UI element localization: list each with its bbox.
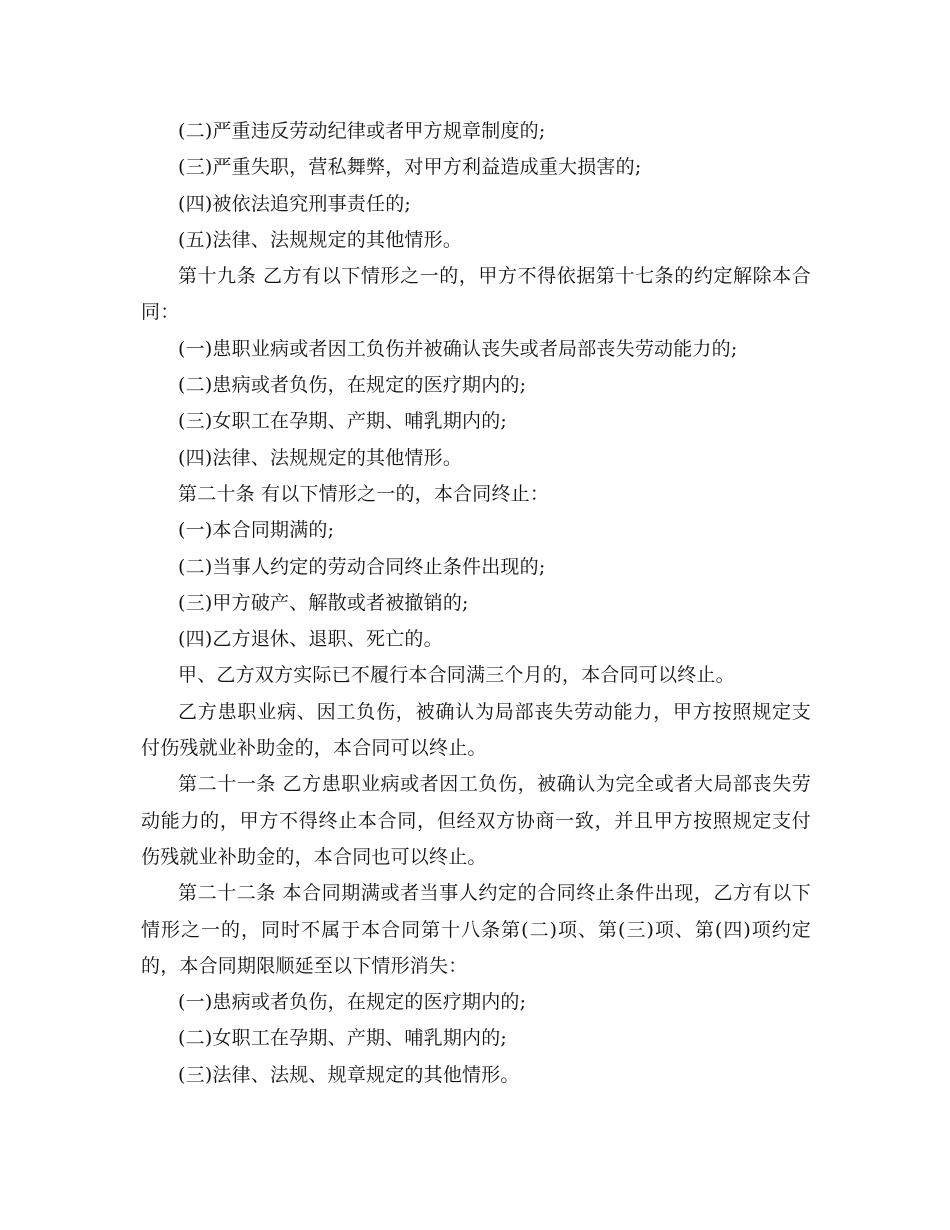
- paragraph-item-2: (二)严重违反劳动纪律或者甲方规章制度的;: [178, 120, 546, 142]
- paragraph-item-3: (三)严重失职，营私舞弊，对甲方利益造成重大损害的;: [178, 156, 642, 179]
- article-22-item-3: (三)法律、法规、规章规定的其他情形。: [178, 1063, 520, 1086]
- article-20-item-4: (四)乙方退休、退职、死亡的。: [178, 628, 443, 651]
- article-20-clause-a: 甲、乙方双方实际已不履行本合同满三个月的，本合同可以终止。: [178, 664, 735, 687]
- article-21: 第二十一条 乙方患职业病或者因工负伤，被确认为完全或者大局部丧失劳动能力的，甲方不得终止本合同，但经双方协商一致，并且甲方按照规定支付伤残就业补助金的，本合同也可以终止。: [141, 773, 811, 868]
- article-20-item-1: (一)本合同期满的;: [178, 519, 335, 542]
- article-19-item-3: (三)女职工在孕期、产期、哺乳期内的;: [178, 410, 508, 433]
- article-19: 第十九条 乙方有以下情形之一的，甲方不得依据第十七条的约定解除本合同：: [141, 265, 811, 324]
- document-body: [141, 113, 811, 1093]
- article-22-item-2: (二)女职工在孕期、产期、哺乳期内的;: [178, 1027, 508, 1050]
- article-20-item-2: (二)当事人约定的劳动合同终止条件出现的;: [178, 555, 546, 578]
- article-19-item-1: (一)患职业病或者因工负伤并被确认丧失或者局部丧失劳动能力的;: [178, 337, 738, 360]
- article-19-item-4: (四)法律、法规规定的其他情形。: [178, 446, 463, 469]
- article-20-item-3: (三)甲方破产、解散或者被撤销的;: [178, 591, 469, 614]
- article-20-clause-b: 乙方患职业病、因工负伤，被确认为局部丧失劳动能力，甲方按照规定支付伤残就业补助金的，本合同可以终止。: [141, 700, 811, 760]
- article-22-item-1: (一)患病或者负伤，在规定的医疗期内的;: [178, 991, 527, 1014]
- article-22: 第二十二条 本合同期满或者当事人约定的合同终止条件出现，乙方有以下情形之一的，同时不属于本合同第十八条第(二)项、第(三)项、第(四)项约定的，本合同期限顺延至以下情形消失：: [141, 882, 811, 977]
- paragraph-item-4: (四)被依法追究刑事责任的;: [178, 192, 412, 215]
- article-20: 第二十条 有以下情形之一的，本合同终止：: [178, 482, 550, 505]
- article-19-item-2: (二)患病或者负伤，在规定的医疗期内的;: [178, 374, 527, 397]
- paragraph-item-5: (五)法律、法规规定的其他情形。: [178, 228, 463, 251]
